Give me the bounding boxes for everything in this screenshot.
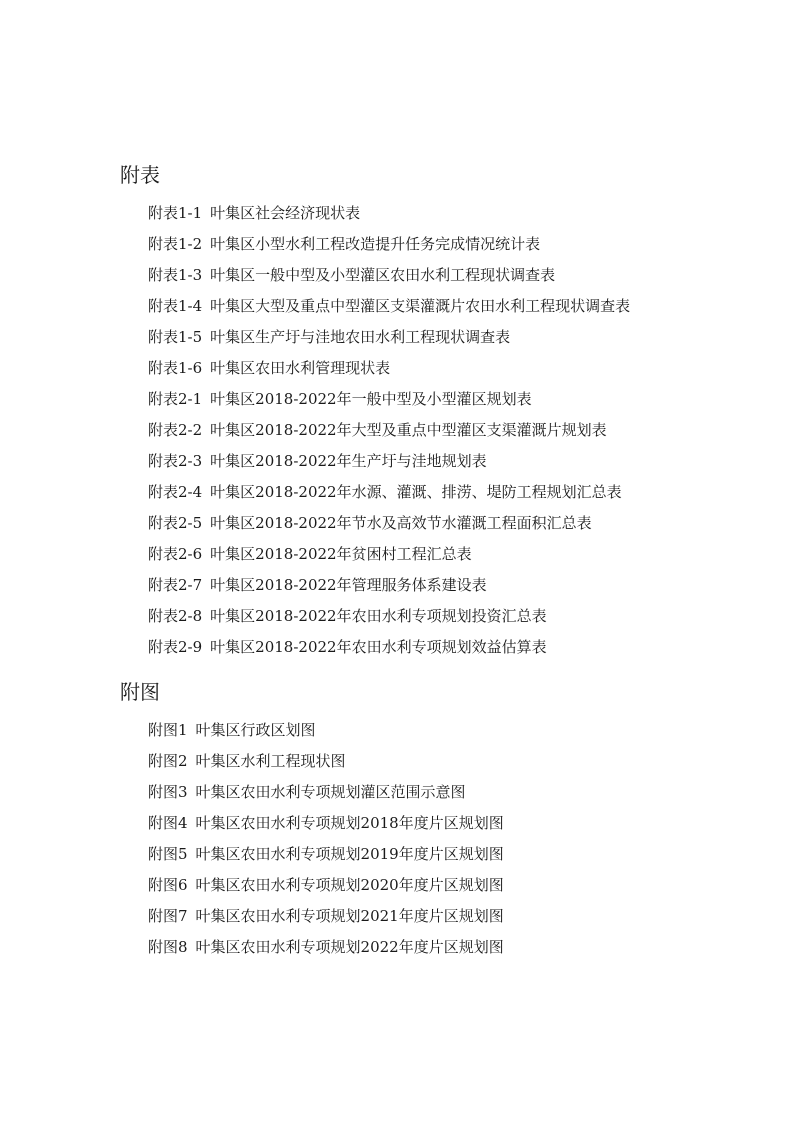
entry-code: 附表2-5 bbox=[148, 514, 203, 532]
entry-code: 附图1 bbox=[148, 721, 188, 739]
appendix-table-entry bbox=[148, 388, 630, 419]
appendix-figure-entry bbox=[148, 905, 504, 936]
entry-title: 叶集区农田水利专项规划2019年度片区规划图 bbox=[195, 845, 504, 863]
appendix-table-entry bbox=[148, 574, 630, 605]
entry-code: 附图3 bbox=[148, 783, 188, 801]
appendix-table-entry bbox=[148, 512, 630, 543]
entry-title: 叶集区农田水利专项规划灌区范围示意图 bbox=[195, 783, 466, 801]
appendix-table-entry bbox=[148, 295, 630, 326]
entry-code: 附表1-6 bbox=[148, 359, 203, 377]
entry-title: 叶集区行政区划图 bbox=[195, 721, 316, 739]
entry-title: 叶集区2018-2022年大型及重点中型灌区支渠灌溉片规划表 bbox=[210, 421, 607, 439]
appendix-figure-entry bbox=[148, 719, 504, 750]
entry-code: 附表2-2 bbox=[148, 421, 203, 439]
entry-title: 叶集区2018-2022年一般中型及小型灌区规划表 bbox=[210, 390, 532, 408]
appendix-table-entry bbox=[148, 202, 630, 233]
entry-title: 叶集区农田水利专项规划2021年度片区规划图 bbox=[195, 907, 504, 925]
appendix-table-entry bbox=[148, 636, 630, 667]
appendix-table-entry bbox=[148, 605, 630, 636]
entry-title: 叶集区农田水利专项规划2022年度片区规划图 bbox=[195, 938, 504, 956]
entry-code: 附图7 bbox=[148, 907, 188, 925]
entry-code: 附表2-8 bbox=[148, 607, 203, 625]
appendix-figure-entry bbox=[148, 874, 504, 905]
entry-code: 附图5 bbox=[148, 845, 188, 863]
entry-title: 叶集区社会经济现状表 bbox=[210, 204, 361, 222]
entry-title: 叶集区农田水利专项规划2020年度片区规划图 bbox=[195, 876, 504, 894]
entry-code: 附表1-4 bbox=[148, 297, 203, 315]
appendix-tables-heading: 附表 bbox=[120, 163, 160, 187]
appendix-table-entry bbox=[148, 326, 630, 357]
appendix-table-entry bbox=[148, 357, 630, 388]
entry-title: 叶集区大型及重点中型灌区支渠灌溉片农田水利工程现状调查表 bbox=[210, 297, 631, 315]
appendix-figure-entry bbox=[148, 936, 504, 967]
entry-code: 附图8 bbox=[148, 938, 188, 956]
entry-code: 附表1-2 bbox=[148, 235, 203, 253]
entry-code: 附图2 bbox=[148, 752, 188, 770]
appendix-figures-heading: 附图 bbox=[120, 680, 160, 704]
entry-code: 附表1-3 bbox=[148, 266, 203, 284]
entry-title: 叶集区农田水利管理现状表 bbox=[210, 359, 391, 377]
entry-code: 附图6 bbox=[148, 876, 188, 894]
entry-code: 附表2-6 bbox=[148, 545, 203, 563]
entry-title: 叶集区生产圩与洼地农田水利工程现状调查表 bbox=[210, 328, 511, 346]
entry-code: 附表2-3 bbox=[148, 452, 203, 470]
appendix-figure-entry bbox=[148, 750, 504, 781]
appendix-figure-entry bbox=[148, 843, 504, 874]
appendix-figures-list bbox=[148, 719, 504, 967]
entry-code: 附图4 bbox=[148, 814, 188, 832]
entry-title: 叶集区水利工程现状图 bbox=[195, 752, 346, 770]
entry-title: 叶集区2018-2022年节水及高效节水灌溉工程面积汇总表 bbox=[210, 514, 592, 532]
entry-title: 叶集区小型水利工程改造提升任务完成情况统计表 bbox=[210, 235, 541, 253]
entry-title: 叶集区农田水利专项规划2018年度片区规划图 bbox=[195, 814, 504, 832]
entry-code: 附表2-7 bbox=[148, 576, 203, 594]
entry-code: 附表2-1 bbox=[148, 390, 203, 408]
appendix-table-entry bbox=[148, 264, 630, 295]
appendix-tables-list bbox=[148, 202, 630, 667]
appendix-table-entry bbox=[148, 419, 630, 450]
appendix-table-entry bbox=[148, 481, 630, 512]
entry-title: 叶集区2018-2022年农田水利专项规划投资汇总表 bbox=[210, 607, 547, 625]
entry-code: 附表2-4 bbox=[148, 483, 203, 501]
appendix-figure-entry bbox=[148, 781, 504, 812]
entry-title: 叶集区2018-2022年生产圩与洼地规划表 bbox=[210, 452, 487, 470]
entry-title: 叶集区2018-2022年农田水利专项规划效益估算表 bbox=[210, 638, 547, 656]
appendix-figure-entry bbox=[148, 812, 504, 843]
entry-code: 附表2-9 bbox=[148, 638, 203, 656]
appendix-table-entry bbox=[148, 543, 630, 574]
appendix-table-entry bbox=[148, 233, 630, 264]
entry-title: 叶集区2018-2022年管理服务体系建设表 bbox=[210, 576, 487, 594]
entry-code: 附表1-5 bbox=[148, 328, 203, 346]
entry-title: 叶集区2018-2022年水源、灌溉、排涝、堤防工程规划汇总表 bbox=[210, 483, 622, 501]
entry-title: 叶集区2018-2022年贫困村工程汇总表 bbox=[210, 545, 472, 563]
entry-title: 叶集区一般中型及小型灌区农田水利工程现状调查表 bbox=[210, 266, 556, 284]
appendix-table-entry bbox=[148, 450, 630, 481]
entry-code: 附表1-1 bbox=[148, 204, 203, 222]
